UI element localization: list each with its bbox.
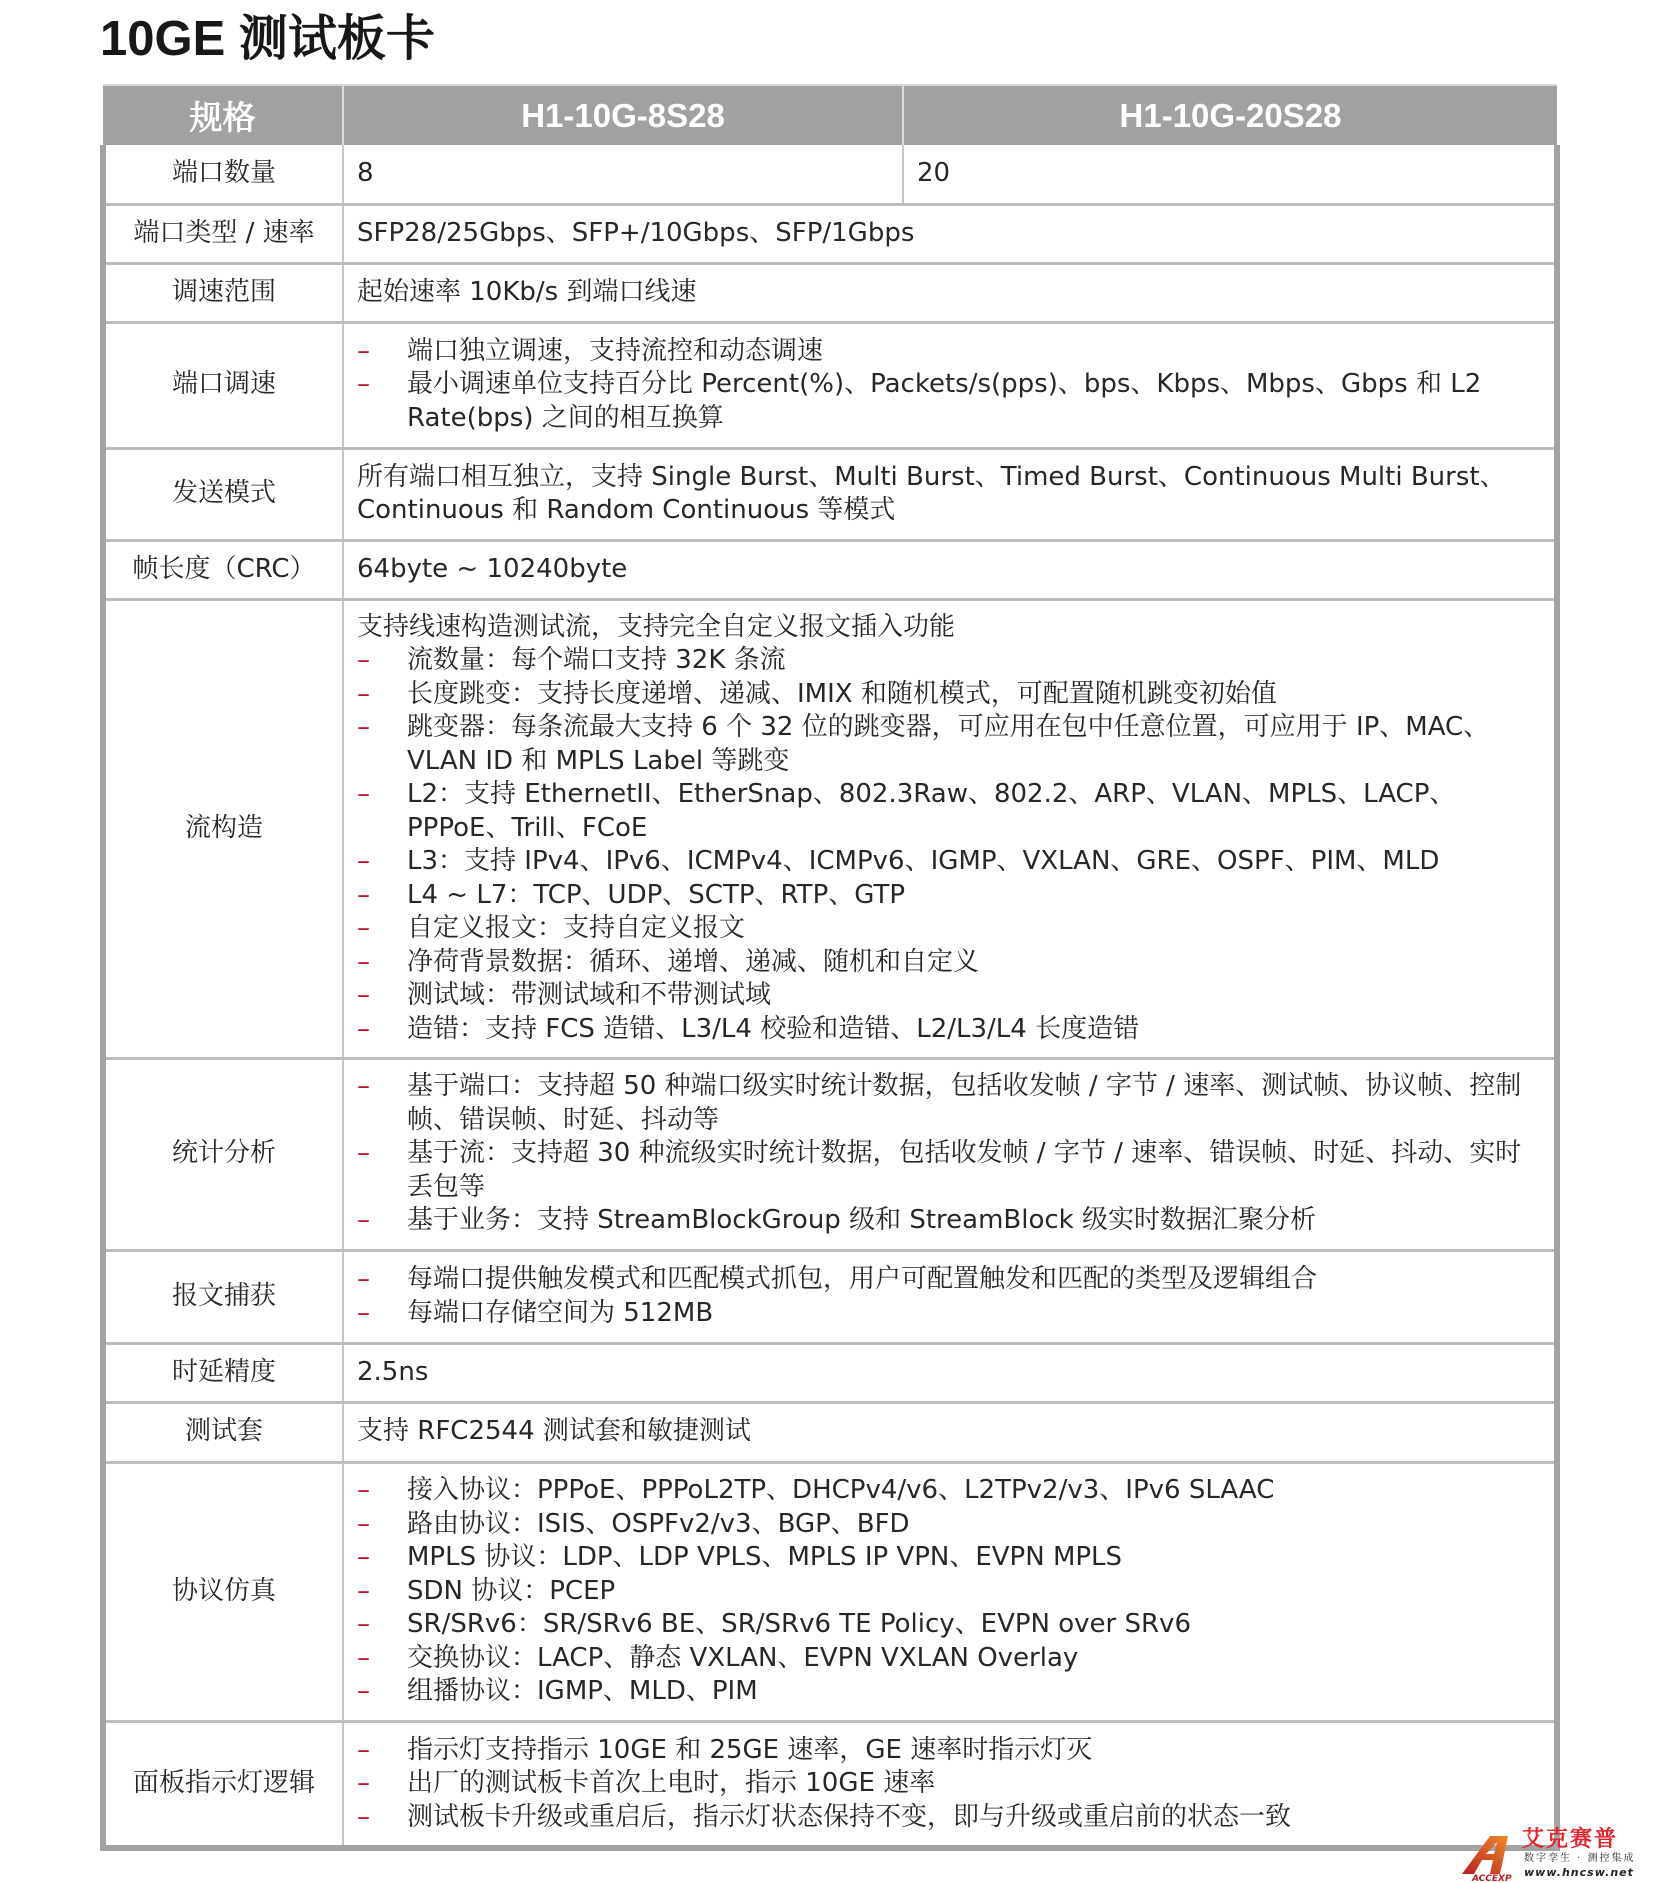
row-value (343, 322, 1557, 448)
table-row-test-suite (103, 1402, 1557, 1462)
list-item (357, 335, 1546, 369)
dash-bullet-icon: – (357, 712, 370, 743)
list-item-text: L2：支持 EthernetII、EtherSnap、802.3Raw、802.2、ARP、VLAN、MPLS、LACP、PPPoE、Trill、FCoE (407, 779, 1456, 843)
row-value: 2.5ns (343, 1343, 1557, 1402)
dash-bullet-icon: – (357, 1071, 370, 1102)
list-item (357, 1204, 1546, 1238)
dash-bullet-icon: – (357, 946, 370, 977)
list-item (357, 879, 1546, 913)
bullet-list (357, 644, 1546, 1046)
dash-bullet-icon: – (357, 1205, 370, 1236)
row-value: 起始速率 10Kb/s 到端口线速 (343, 263, 1557, 322)
dash-bullet-icon: – (357, 1609, 370, 1640)
dash-bullet-icon: – (357, 1642, 370, 1673)
dash-bullet-icon: – (357, 1508, 370, 1539)
row-value (343, 599, 1557, 1058)
list-item-text: 出厂的测试板卡首次上电时，指示 10GE 速率 (407, 1768, 936, 1798)
row-value (343, 1250, 1557, 1343)
list-item-text: 基于流：支持超 30 种流级实时统计数据，包括收发帧 / 字节 / 速率、错误帧、时延、抖动、实时丢包等 (407, 1138, 1522, 1202)
list-item (357, 845, 1546, 879)
list-item (357, 1575, 1546, 1609)
header-spec: 规格 (103, 85, 343, 145)
dash-bullet-icon: – (357, 980, 370, 1011)
value-20s28: 20 (903, 145, 1557, 204)
list-item-text: 自定义报文：支持自定义报文 (407, 913, 746, 944)
bullet-list (357, 1474, 1546, 1709)
list-item-text: 净荷背景数据：循环、递增、递减、随机和自定义 (407, 946, 980, 977)
list-item (357, 1541, 1546, 1575)
dash-bullet-icon: – (357, 1676, 370, 1707)
list-item-text: MPLS 协议：LDP、LDP VPLS、MPLS IP VPN、EVPN MPLS (407, 1542, 1123, 1573)
dash-bullet-icon: – (357, 846, 370, 877)
value-8s28: 8 (343, 145, 903, 204)
dash-bullet-icon: – (357, 779, 370, 810)
row-label: 帧长度（CRC） (103, 540, 343, 599)
dash-bullet-icon: – (357, 1768, 370, 1798)
dash-bullet-icon: – (357, 1475, 370, 1506)
dash-bullet-icon: – (357, 645, 370, 676)
row-value (343, 1721, 1557, 1848)
list-item-text: 指示灯支持指示 10GE 和 25GE 速率，GE 速率时指示灯灭 (407, 1734, 1093, 1765)
row-value: 64byte ~ 10240byte (343, 540, 1557, 599)
table-row-port-count (103, 145, 1557, 204)
row-label: 流构造 (103, 599, 343, 1058)
list-item-text: 交换协议：LACP、静态 VXLAN、EVPN VXLAN Overlay (407, 1642, 1079, 1673)
row-label: 端口调速 (103, 322, 343, 448)
list-item (357, 979, 1546, 1013)
list-item (357, 1642, 1546, 1676)
list-item-text: 流数量：每个端口支持 32K 条流 (407, 645, 786, 676)
bullet-list (357, 1734, 1546, 1835)
table-row-frame-length (103, 540, 1557, 599)
list-item-text: 每端口提供触发模式和匹配模式抓包，用户可配置触发和匹配的类型及逻辑组合 (407, 1264, 1318, 1294)
list-item-text: 基于业务：支持 StreamBlockGroup 级和 StreamBlock 级实时数据汇聚分析 (407, 1205, 1316, 1236)
list-item (357, 1474, 1546, 1508)
dash-bullet-icon: – (357, 1542, 370, 1573)
list-item (357, 1070, 1546, 1137)
table-row-protocol-emulation (103, 1462, 1557, 1721)
bullet-list (357, 335, 1546, 436)
table-row-packet-capture (103, 1250, 1557, 1343)
list-item (357, 1263, 1546, 1297)
list-item (357, 644, 1546, 678)
table-row-send-mode (103, 448, 1557, 540)
dash-bullet-icon: – (357, 1264, 370, 1294)
list-item-text: 端口独立调速，支持流控和动态调速 (407, 335, 824, 366)
table-row-port-type (103, 204, 1557, 263)
list-item (357, 368, 1546, 435)
row-label: 测试套 (103, 1402, 343, 1462)
logo-name: 艾克赛普 (1522, 1827, 1619, 1852)
list-item (357, 946, 1546, 980)
table-row-port-rate-control (103, 322, 1557, 448)
list-item-text: L4 ~ L7：TCP、UDP、SCTP、RTP、GTP (407, 879, 906, 910)
list-item-text: 每端口存储空间为 512MB (407, 1297, 714, 1328)
list-item-text: 跳变器：每条流最大支持 6 个 32 位的跳变器，可应用在包中任意位置，可应用于 IP、MAC、VLAN ID 和 MPLS Label 等跳变 (407, 712, 1490, 776)
list-item-text: 路由协议：ISIS、OSPFv2/v3、BGP、BFD (407, 1508, 910, 1539)
list-item-text: L3：支持 IPv4、IPv6、ICMPv4、ICMPv6、IGMP、VXLAN、GRE、OSPF、PIM、MLD (407, 846, 1440, 877)
list-item (357, 778, 1546, 845)
table-row-statistics (103, 1058, 1557, 1250)
row-label: 端口类型 / 速率 (103, 204, 343, 263)
list-item (357, 1013, 1546, 1047)
list-item (357, 1297, 1546, 1331)
dash-bullet-icon: – (357, 678, 370, 709)
table-row-stream-construction (103, 599, 1557, 1058)
list-item-text: 造错：支持 FCS 造错、L3/L4 校验和造错、L2/L3/L4 长度造错 (407, 1013, 1140, 1044)
dash-bullet-icon: – (357, 1138, 370, 1169)
list-item-text: 测试域：带测试域和不带测试域 (407, 980, 772, 1011)
table-header-row (103, 85, 1557, 145)
dash-bullet-icon: – (357, 913, 370, 944)
row-value: 所有端口相互独立，支持 Single Burst、Multi Burst、Timed Burst、Continuous Multi Burst、Continuous 和 Random Continuous 等模式 (343, 448, 1557, 540)
dash-bullet-icon: – (357, 1297, 370, 1328)
dash-bullet-icon: – (357, 1734, 370, 1765)
list-item-text: 基于端口：支持超 50 种端口级实时统计数据，包括收发帧 / 字节 / 速率、测试帧、协议帧、控制帧、错误帧、时延、抖动等 (407, 1071, 1522, 1135)
dash-bullet-icon: – (357, 1801, 370, 1832)
dash-bullet-icon: – (357, 1575, 370, 1606)
dash-bullet-icon: – (357, 369, 370, 400)
logo-slogan: 数字孪生 · 测控集成 (1524, 1853, 1636, 1864)
bullet-list (357, 1070, 1546, 1238)
row-value: SFP28/25Gbps、SFP+/10Gbps、SFP/1Gbps (343, 204, 1557, 263)
list-item (357, 1608, 1546, 1642)
row-value (343, 1462, 1557, 1721)
list-item (357, 1675, 1546, 1709)
row-label: 端口数量 (103, 145, 343, 204)
intro-text: 支持线速构造测试流，支持完全自定义报文插入功能 (357, 611, 956, 642)
row-label: 报文捕获 (103, 1250, 343, 1343)
row-label: 调速范围 (103, 263, 343, 322)
page-title: 10GE 测试板卡 (100, 12, 435, 66)
list-item-text: 组播协议：IGMP、MLD、PIM (407, 1676, 758, 1707)
table-row-latency-precision (103, 1343, 1557, 1402)
spec-table (100, 84, 1560, 1851)
dash-bullet-icon: – (357, 1013, 370, 1044)
list-item-text: 测试板卡升级或重启后，指示灯状态保持不变，即与升级或重启前的状态一致 (407, 1801, 1292, 1832)
list-item (357, 711, 1546, 778)
list-item-text: 最小调速单位支持百分比 Percent(%)、Packets/s(pps)、bps、Kbps、Mbps、Gbps 和 L2 Rate(bps) 之间的相互换算 (407, 369, 1482, 433)
dash-bullet-icon: – (357, 879, 370, 910)
accexp-logo-mark-icon (1460, 1830, 1522, 1882)
row-label: 发送模式 (103, 448, 343, 540)
row-value: 支持 RFC2544 测试套和敏捷测试 (343, 1402, 1557, 1462)
header-model-20s28: H1-10G-20S28 (903, 85, 1557, 145)
list-item (357, 1767, 1546, 1801)
svg-text:ACCEXP: ACCEXP (1472, 1874, 1512, 1882)
header-model-8s28: H1-10G-8S28 (343, 85, 903, 145)
list-item (357, 678, 1546, 712)
list-item-text: SDN 协议：PCEP (407, 1575, 616, 1606)
list-item-text: 长度跳变：支持长度递增、递减、IMIX 和随机模式，可配置随机跳变初始值 (407, 678, 1277, 709)
table-row-rate-range (103, 263, 1557, 322)
row-value (343, 1058, 1557, 1250)
list-item (357, 1137, 1546, 1204)
row-label: 统计分析 (103, 1058, 343, 1250)
row-label: 面板指示灯逻辑 (103, 1721, 343, 1848)
list-item-text: 接入协议：PPPoE、PPPoL2TP、DHCPv4/v6、L2TPv2/v3、IPv6 SLAAC (407, 1475, 1275, 1506)
list-item (357, 912, 1546, 946)
list-item (357, 1508, 1546, 1542)
row-label: 时延精度 (103, 1343, 343, 1402)
dash-bullet-icon: – (357, 335, 370, 366)
table-row-panel-led-logic (103, 1721, 1557, 1848)
list-item-text: SR/SRv6：SR/SRv6 BE、SR/SRv6 TE Policy、EVPN over SRv6 (407, 1609, 1191, 1640)
company-logo[interactable] (1460, 1828, 1654, 1883)
row-label: 协议仿真 (103, 1462, 343, 1721)
logo-url: www.hncsw.net (1524, 1866, 1634, 1879)
list-item (357, 1801, 1546, 1835)
bullet-list (357, 1263, 1546, 1330)
list-item (357, 1734, 1546, 1768)
